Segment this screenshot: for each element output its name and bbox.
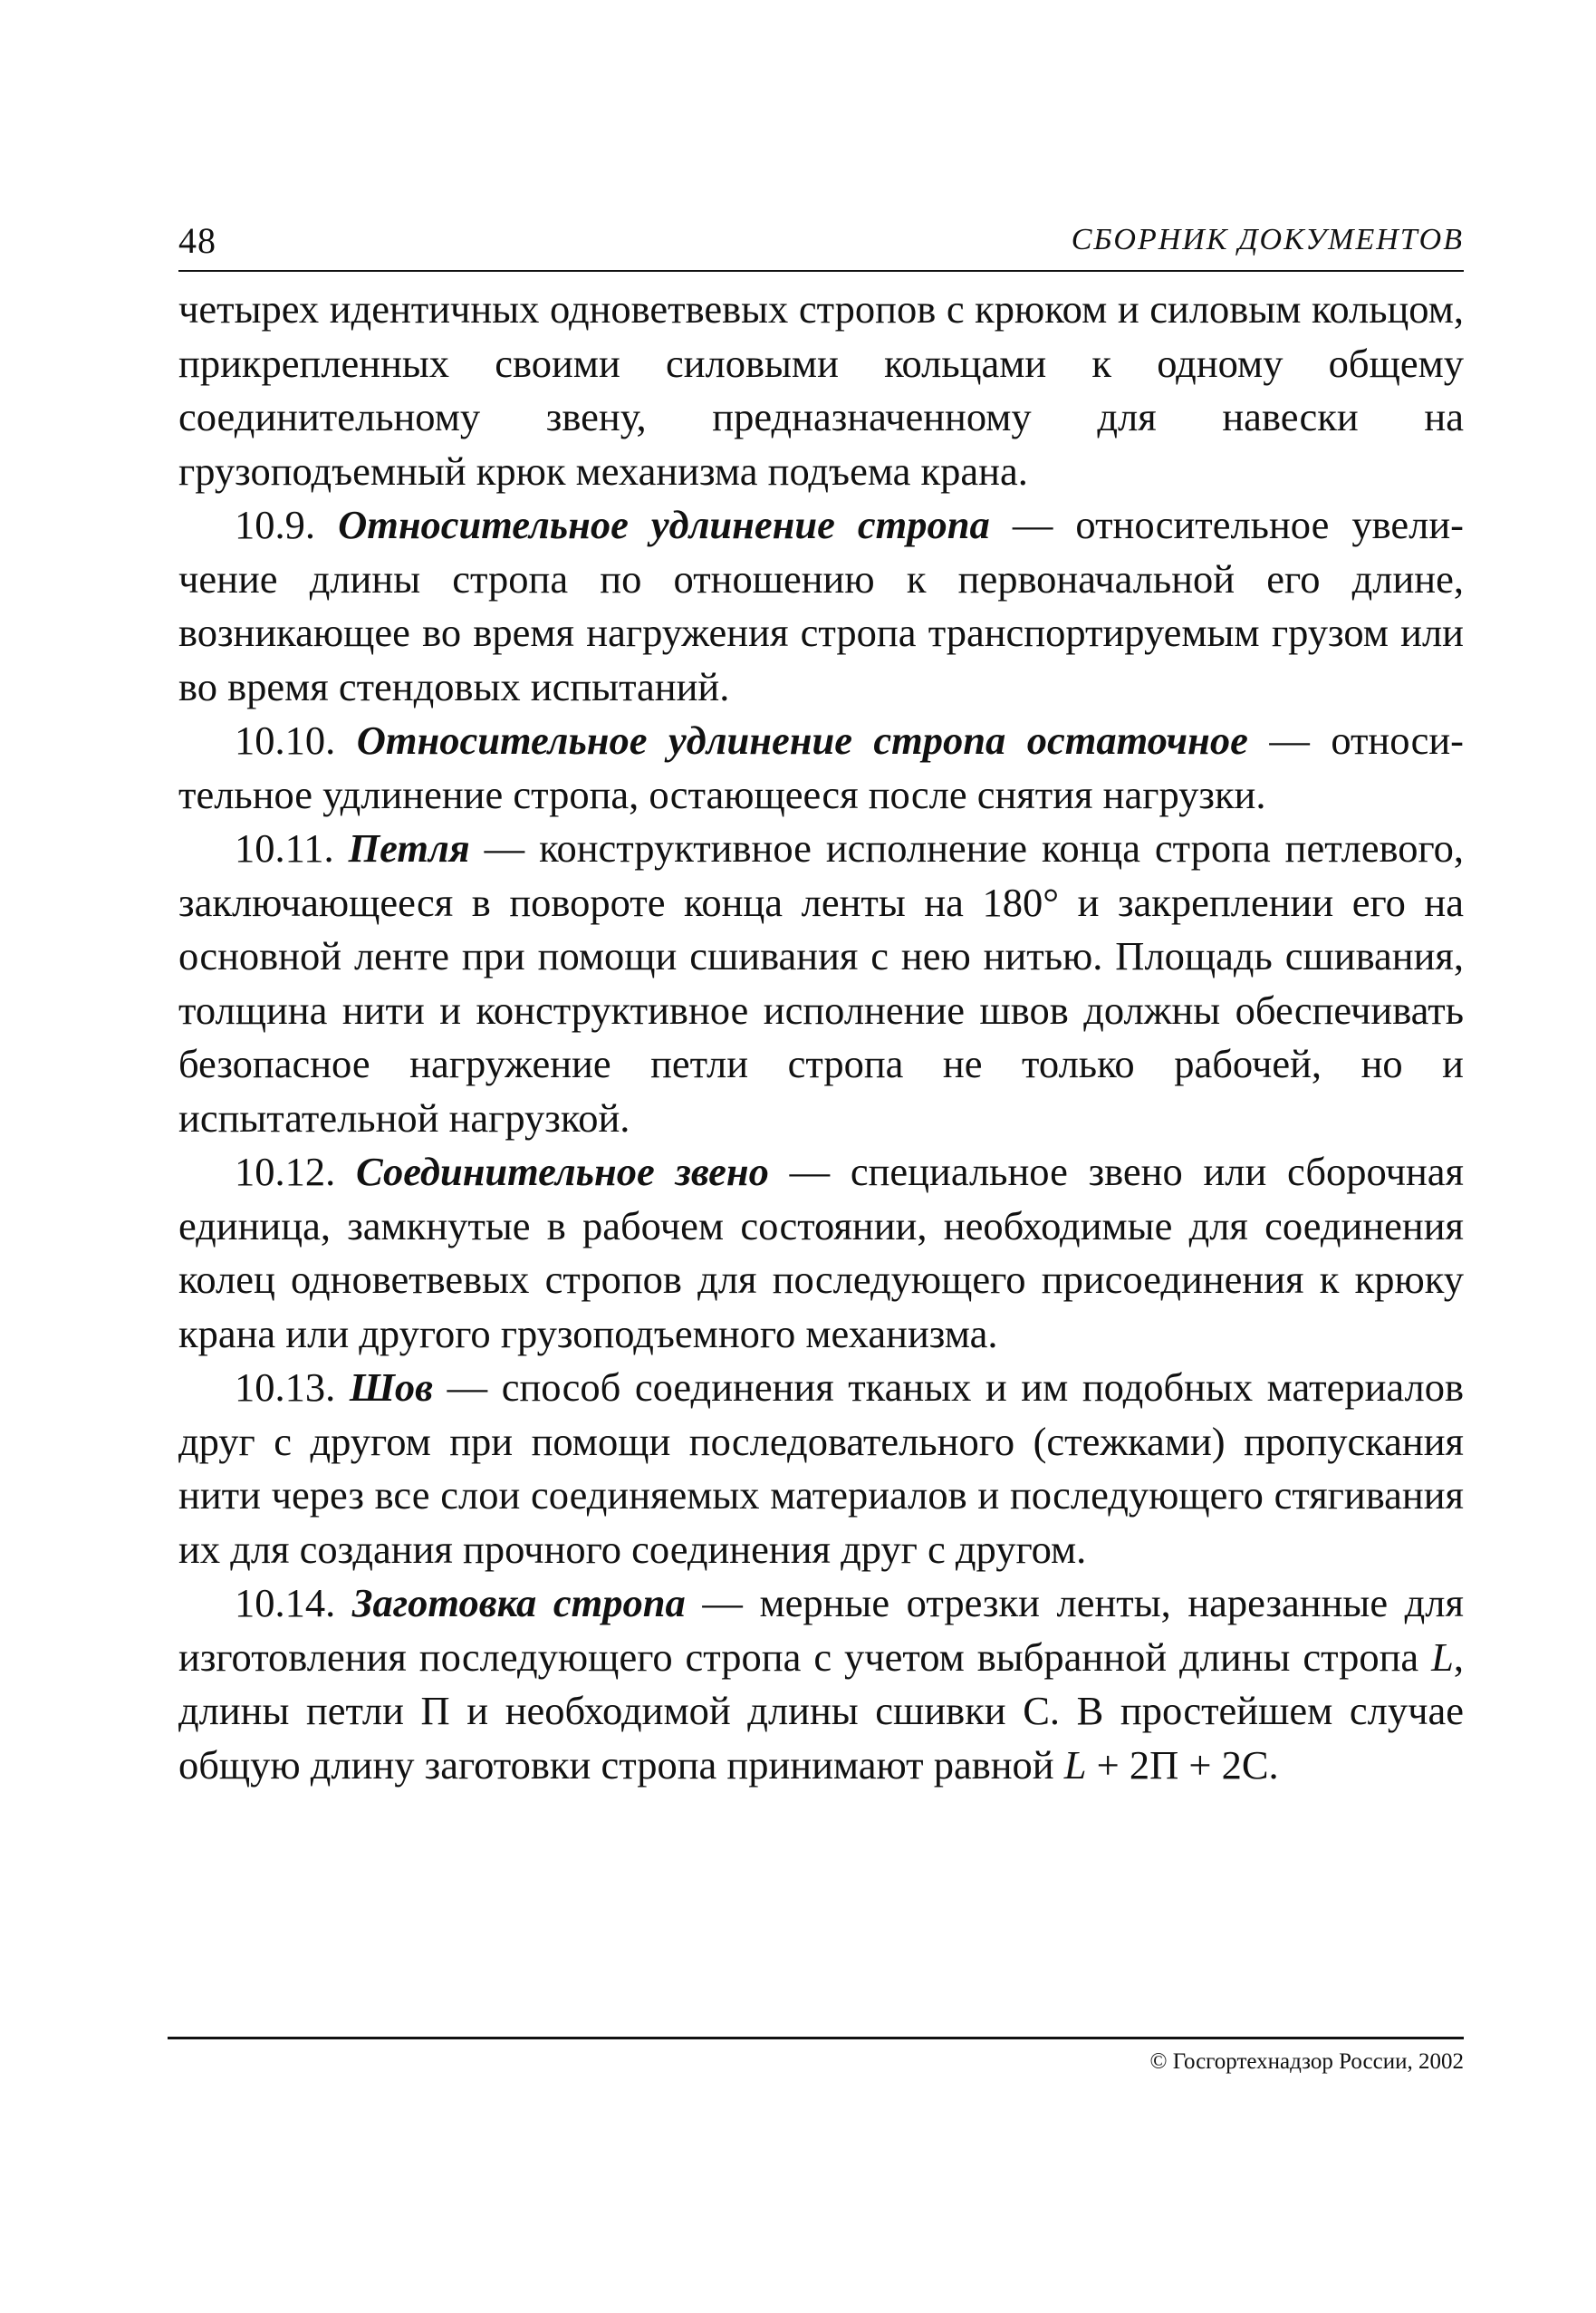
clause-10-11: [178, 822, 1464, 1145]
clause-term: Заготовка стропа: [351, 1580, 686, 1625]
formula-tail: + 2П + 2С.: [1086, 1741, 1279, 1788]
clause-definition: — специальное звено или сборочная единица, замкнутые в рабочем состоянии, необходимые для соединения колец одноветвевых стропов для последующего присоединения к крюку крана или другого грузоподъемного механизма.: [178, 1149, 1464, 1356]
clause-term: Соединительное звено: [356, 1149, 769, 1194]
clause-definition: — способ соединения тканых и им подобных материалов друг с другом при помощи последовательного (стежками) пропускания нити через все слои соединяемых материалов и последующего стягивания их для создания прочного соединения друг с другом.: [178, 1364, 1465, 1572]
clause-10-9: [178, 498, 1464, 714]
length-variable: L: [1431, 1634, 1454, 1680]
clause-number: 10.12.: [235, 1149, 336, 1194]
clause-10-10: [178, 714, 1464, 822]
footer-rule: [168, 2037, 1464, 2039]
clause-term: Относительное удлинение стропа остаточное: [356, 718, 1248, 763]
running-title: СБОРНИК ДОКУМЕНТОВ: [1071, 223, 1464, 256]
intro-paragraph: четырех идентичных одноветвевых стропов с крюком и силовым кольцом, прикрепленных своими силовыми кольцами к одному общему соединительному звену, предназначенному для навески на грузоподъемный крюк механизма подъема крана.: [178, 286, 1464, 494]
clause-definition: — относительное удлинение стропа, остающееся после снятия нагрузки.: [178, 718, 1464, 817]
clause-number: 10.11.: [235, 825, 334, 871]
clause-term: Петля: [348, 825, 470, 871]
copyright-notice: © Госгортехнадзор России, 2002: [1149, 2049, 1464, 2074]
clause-number: 10.9.: [235, 502, 315, 547]
clause-number: 10.14.: [235, 1580, 336, 1625]
clause-10-14: [178, 1576, 1464, 1792]
clause-term: Относительное удлинение стропа: [338, 502, 990, 547]
clause-number: 10.13.: [235, 1364, 336, 1410]
page-number: 48: [178, 220, 216, 261]
clause-10-12: [178, 1145, 1464, 1361]
clause-10-13: [178, 1361, 1464, 1576]
clause-definition-part: — мерные отрезки ленты, нарезанные для изготовления последующего стропа с учетом выбранной длины стропа: [178, 1580, 1464, 1680]
clause-definition: — относительное увеличение длины стропа по отношению к первоначальной его длине, возникающее во время нагружения стропа транспортируемым грузом или во время стендовых испытаний.: [178, 502, 1464, 709]
header-rule: [178, 270, 1464, 272]
page-header: [178, 219, 1464, 272]
clause-definition: — конструктивное исполнение конца стропа петлевого, заключающееся в повороте конца ленты на 180° и закреплении его на основной ленте при помощи сшивания с нею нитью. Площадь сшивания, толщина нити и конструктивное исполнение швов должны обеспечивать безопасное нагружение петли стропа не только рабочей, но и испытательной нагрузкой.: [178, 825, 1464, 1141]
clause-definition-part: , длины петли П и необходимой длины сшивки С. В простейшем случае общую длину заготовки стропа принимают равной: [178, 1634, 1464, 1788]
clause-number: 10.10.: [235, 718, 336, 763]
body-text: [178, 283, 1464, 1792]
clause-term: Шов: [349, 1364, 434, 1410]
length-variable: L: [1063, 1741, 1087, 1788]
